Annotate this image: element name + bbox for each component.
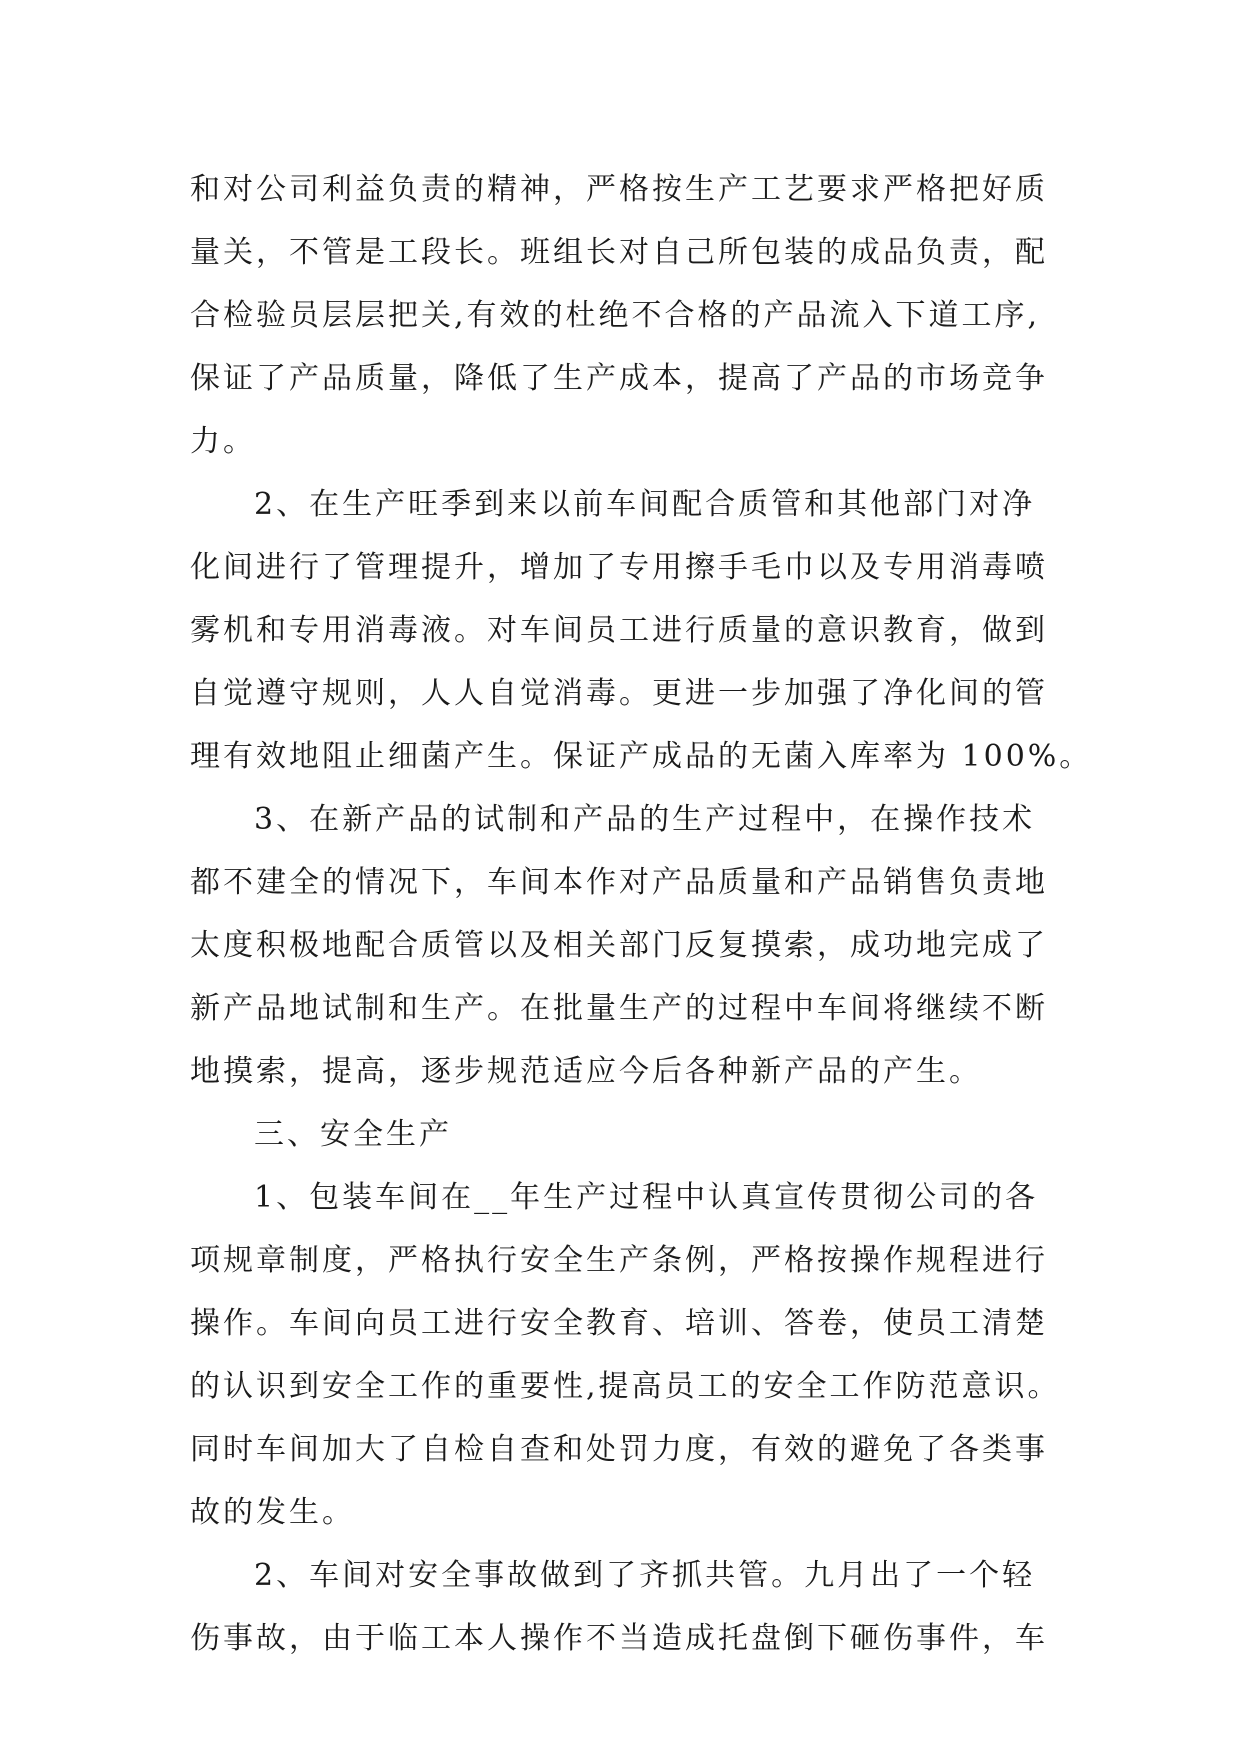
text-line: 2、在生产旺季到来以前车间配合质管和其他部门对净 xyxy=(254,487,1036,522)
text-line: 量关，不管是工段长。班组长对自己所包装的成品负责，配 xyxy=(190,235,1048,270)
text-line: 3、在新产品的试制和产品的生产过程中，在操作技术 xyxy=(254,802,1036,837)
text-line: 保证了产品质量，降低了生产成本，提高了产品的市场竞争 xyxy=(190,361,1048,396)
text-line: 新产品地试制和生产。在批量生产的过程中车间将继续不断 xyxy=(190,991,1048,1026)
text-line: 的认识到安全工作的重要性,提高员工的安全工作防范意识。 xyxy=(190,1369,1061,1404)
text-line: 太度积极地配合质管以及相关部门反复摸索，成功地完成了 xyxy=(190,928,1048,963)
document-body xyxy=(190,158,1093,1670)
text-line: 都不建全的情况下，车间本作对产品质量和产品销售负责地 xyxy=(190,865,1048,900)
text-line: 操作。车间向员工进行安全教育、培训、答卷，使员工清楚 xyxy=(190,1306,1048,1341)
text-line: 合检验员层层把关,有效的杜绝不合格的产品流入下道工序, xyxy=(190,298,1041,333)
text-line: 和对公司利益负责的精神，严格按生产工艺要求严格把好质 xyxy=(190,172,1048,207)
text-line: 故的发生。 xyxy=(190,1495,355,1530)
text-line: 2、车间对安全事故做到了齐抓共管。九月出了一个轻 xyxy=(254,1558,1036,1593)
text-line: 项规章制度，严格执行安全生产条例，严格按操作规程进行 xyxy=(190,1243,1048,1278)
text-line: 三、安全生产 xyxy=(254,1117,452,1152)
text-line: 同时车间加大了自检自查和处罚力度，有效的避免了各类事 xyxy=(190,1432,1048,1467)
text-line: 1、包装车间在__年生产过程中认真宣传贯彻公司的各 xyxy=(254,1180,1039,1215)
text-line: 力。 xyxy=(190,424,256,459)
text-line: 化间进行了管理提升，增加了专用擦手毛巾以及专用消毒喷 xyxy=(190,550,1048,585)
text-line: 地摸索，提高，逐步规范适应今后各种新产品的产生。 xyxy=(190,1054,982,1089)
text-line: 自觉遵守规则，人人自觉消毒。更进一步加强了净化间的管 xyxy=(190,676,1048,711)
text-line: 理有效地阻止细菌产生。保证产成品的无菌入库率为 100%。 xyxy=(190,739,1093,774)
text-line: 雾机和专用消毒液。对车间员工进行质量的意识教育，做到 xyxy=(190,613,1048,648)
text-line: 伤事故，由于临工本人操作不当造成托盘倒下砸伤事件，车 xyxy=(190,1621,1048,1656)
